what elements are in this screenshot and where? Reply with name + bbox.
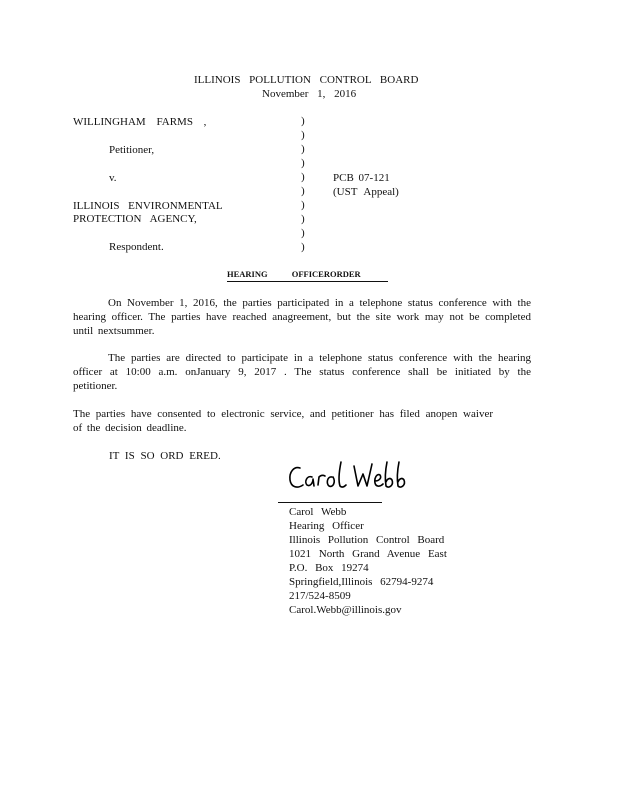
body-paragraph-3 — [73, 407, 493, 435]
respondent-name-line2: PROTECTION AGENCY, — [73, 213, 197, 225]
petitioner-label: Petitioner, — [109, 144, 155, 156]
petitioner-name: WILLINGHAM FARMS , — [73, 116, 207, 128]
signer-po-box: P.O. Box 19274 — [289, 562, 369, 574]
signer-address: 1021 North Grand Avenue East — [289, 548, 447, 560]
signature-line — [278, 502, 382, 503]
caption-paren-column — [301, 114, 309, 254]
paragraph-text: On November 1, 2016, the parties participated in a telephone status conference with the hearing officer. The parties have reached anagreement, but the site work may not be completed until nextsummer. — [73, 297, 531, 337]
case-type: (UST Appeal) — [333, 186, 399, 198]
body-paragraph-2 — [73, 351, 531, 393]
caption-paren: ) — [301, 213, 305, 225]
respondent-label: Respondent. — [109, 241, 164, 253]
caption-paren: ) — [301, 115, 305, 127]
signer-email: Carol.Webb@illinois.gov — [289, 604, 402, 616]
versus-label: v. — [109, 172, 117, 184]
caption-paren: ) — [301, 171, 305, 183]
caption-paren: ) — [301, 185, 305, 197]
closing-statement: IT IS SO ORD ERED. — [109, 450, 221, 462]
caption-paren: ) — [301, 199, 305, 211]
caption-paren: ) — [301, 227, 305, 239]
signer-name: Carol Webb — [289, 506, 347, 518]
paragraph-text: The parties have consented to electronic service, and petitioner has filed anopen waiver of the decision deadline. — [73, 408, 493, 434]
order-title: HEARING OFFICERORDER — [227, 268, 388, 282]
signer-city: Springfield,Illinois 62794-9274 — [289, 576, 434, 588]
agency-heading: ILLINOIS POLLUTION CONTROL BOARD — [194, 74, 419, 86]
signer-organization: Illinois Pollution Control Board — [289, 534, 445, 546]
respondent-name-line1: ILLINOIS ENVIRONMENTAL — [73, 200, 223, 212]
handwritten-signature — [286, 458, 416, 498]
caption-paren: ) — [301, 241, 305, 253]
body-paragraph-1 — [73, 296, 531, 338]
signer-phone: 217/524-8509 — [289, 590, 351, 602]
case-number: PCB 07-121 — [333, 172, 390, 184]
order-date: November 1, 2016 — [262, 88, 357, 100]
signature-block — [289, 505, 447, 617]
signer-title: Hearing Officer — [289, 520, 364, 532]
caption-paren: ) — [301, 143, 305, 155]
paragraph-text: The parties are directed to participate in a telephone status conference with the hearing officer at 10:00 a.m. onJanuary 9, 2017 . The status conference shall be initiated by the petitioner. — [73, 352, 531, 392]
caption-paren: ) — [301, 157, 305, 169]
caption-paren: ) — [301, 129, 305, 141]
